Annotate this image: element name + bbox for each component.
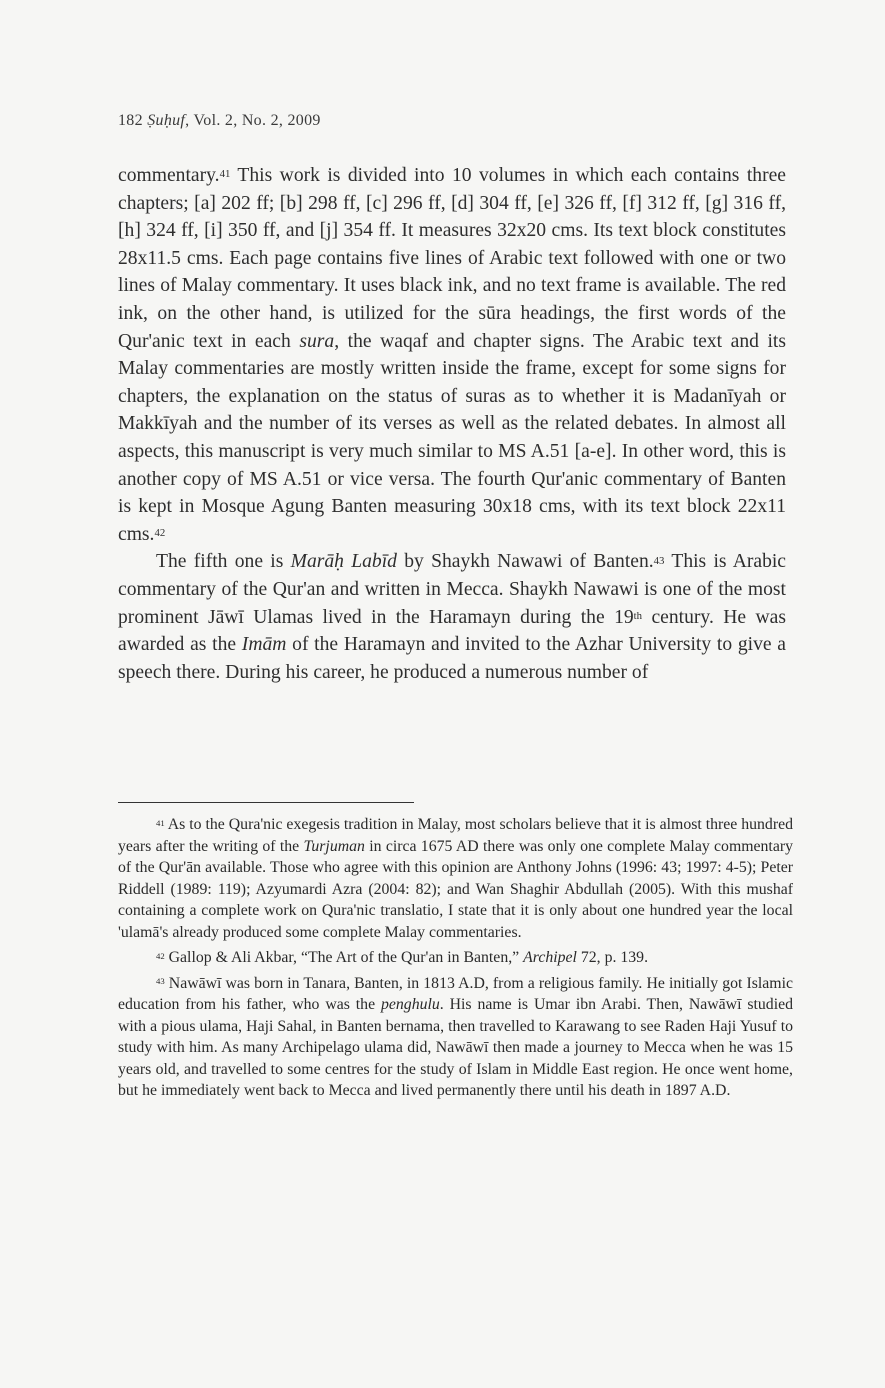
term-sura: sura xyxy=(299,330,335,352)
footnote-43 xyxy=(118,973,793,1102)
footnote-ref-43[interactable]: 43 xyxy=(653,554,665,567)
paragraph-1-body: This work is divided into 10 volumes in which each contains three chapters; [a] 202 ff; [b] 298 ff, [c] 296 ff, [d] 304 ff, [e] 326 ff, [f] 312 ff, [g] 316 ff, [h] 324 ff, [i] 350 ff, and [j] 354 ff. It measures 32x20 cms. Its text block constitutes 28x11.5 cms. Each page contains five lines of Arabic text followed with one or two lines of Malay commentary. It uses black ink, and no text frame is available. The red ink, on the other hand, is utilized for the sūra headings, the first words of the Qur'anic text in each xyxy=(118,165,786,352)
journal-archipel: Archipel xyxy=(523,949,577,966)
paragraph-2-start: The fifth one is xyxy=(156,551,291,573)
paragraph-2-author: by Shaykh Nawawi of Banten. xyxy=(396,551,654,573)
footnote-divider xyxy=(118,802,414,803)
footnote-42-text-b: 72, p. 139. xyxy=(576,949,649,966)
journal-title: Ṣuḥuf xyxy=(147,112,186,129)
paragraph-1 xyxy=(118,162,786,548)
work-title-turjuman: Turjuman xyxy=(303,837,365,855)
term-penghulu: penghulu xyxy=(380,996,440,1013)
paragraph-1-start: commentary. xyxy=(118,165,220,186)
footnote-43-text: Nawāwī was born in Tanara, Banten, in 1813 A.D, from a religious family. He initially got Islamic education from his father, who was the xyxy=(118,974,793,1013)
footnote-number-41: 41 xyxy=(156,817,165,828)
footnote-42 xyxy=(118,947,793,969)
page-number: 182 xyxy=(118,112,143,129)
paragraph-2-body: This is Arabic commentary of the Qur'an and written in Mecca. Shaykh Nawawi is one of the most prominent Jāwī Ulamas lived in the Haramayn during the 19 xyxy=(118,551,787,628)
footnote-ref-42[interactable]: 42 xyxy=(154,526,166,539)
footnote-number-43: 43 xyxy=(156,976,165,987)
ordinal-suffix: th xyxy=(633,609,643,622)
running-header xyxy=(118,112,321,130)
paragraph-2-end: of the Haramayn and invited to the Azhar University to give a speech there. During his career, he produced a numerous number of xyxy=(118,634,786,683)
paragraph-1-end: , the waqaf and chapter signs. The Arabic text and its Malay commentaries are mostly written inside the frame, except for some signs for chapters, the explanation on the status of suras as to whether it is Madanīyah or Makkīyah and the number of its verses as well as the related debates. In almost all aspects, this manuscript is very much similar to MS A.51 [a-e]. In other word, this is another copy of MS A.51 or vice versa. The fourth Qur'anic commentary of Banten is kept in Mosque Agung Banten measuring 30x18 cms, with its text block 22x11 cms. xyxy=(118,330,786,545)
footnote-41-text: As to the Qura'nic exegesis tradition in Malay, most scholars believe that it is almost three hundred years after the writing of the xyxy=(118,816,793,855)
paragraph-2-body-b: century. He was awarded as the xyxy=(118,606,786,656)
volume-info: , Vol. 2, No. 2, 2009 xyxy=(185,112,321,129)
footnote-42-text: Gallop & Ali Akbar, “The Art of the Qur'an in Banten,” xyxy=(164,949,524,966)
footnote-ref-41[interactable]: 41 xyxy=(219,168,231,181)
footnote-number-42: 42 xyxy=(156,950,165,961)
term-imam: Imām xyxy=(241,634,287,656)
footnote-41 xyxy=(118,814,793,943)
footnote-41-text-b: in circa 1675 AD there was only one complete Malay commentary of the Qur'ān available. Those who agree with this opinion are Anthony Johns (1996: 43; 1997: 4-5); Peter Riddell (1989: 119); Azyumardi Azra (2004: 82); and Wan Shaghir Abdullah (2005). With this mushaf containing a complete work on Qura'nic translatio, I state that it is only about one hundred year the local 'ulamā's already produced some complete Malay commentaries. xyxy=(118,837,793,941)
main-text xyxy=(118,162,786,686)
footnote-43-text-b: . His name is Umar ibn Arabi. Then, Nawāwī studied with a pious ulama, Haji Sahal, in Banten bernama, then travelled to Karawang to see Raden Haji Yusuf to study with him. As many Archipelago ulama did, Nawāwī then made a journey to Mecca when he was 15 years old, and travelled to some centres for the study of Islam in Middle East region. He once went home, but he immediately went back to Mecca and lived permanently there until his death in 1897 A.D. xyxy=(118,996,793,1099)
footnotes xyxy=(118,814,793,1102)
paragraph-2 xyxy=(118,548,786,686)
work-title-marah-labid: Marāḥ Labīd xyxy=(290,551,397,573)
